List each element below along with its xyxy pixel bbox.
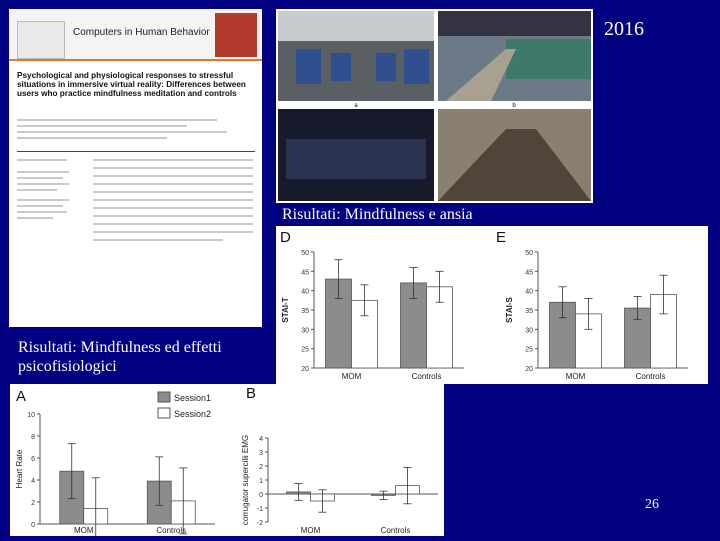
y-tick-label: 0 bbox=[259, 492, 263, 499]
text-line bbox=[17, 137, 167, 139]
y-tick-label: 25 bbox=[525, 346, 533, 354]
text-line bbox=[93, 183, 253, 185]
text-line bbox=[17, 177, 63, 179]
photo-label-b: b bbox=[512, 103, 516, 109]
panel-label: B bbox=[246, 385, 257, 402]
journal-name: Computers in Human Behavior bbox=[73, 27, 210, 38]
y-tick-label: 45 bbox=[525, 269, 533, 277]
text-line bbox=[17, 171, 69, 173]
text-line bbox=[17, 131, 227, 133]
y-axis-label: corrugator supercilii EMG bbox=[241, 434, 250, 526]
x-category-label: Controls bbox=[411, 372, 442, 381]
anxiety-charts-svg bbox=[276, 226, 708, 384]
paper-title: Psychological and physiological responses to stressful situations in immersive virtual reality: Differences between users who practice mindfulness meditation and controls bbox=[17, 71, 246, 98]
y-tick-label: 40 bbox=[301, 288, 309, 296]
y-tick-label: 4 bbox=[31, 478, 35, 485]
text-line bbox=[93, 191, 253, 193]
y-axis-label: STAI-T bbox=[281, 297, 290, 323]
y-tick-label: 10 bbox=[27, 412, 35, 419]
x-category-label: Controls bbox=[156, 526, 187, 535]
y-tick-label: 0 bbox=[31, 522, 35, 529]
y-tick-label: 6 bbox=[31, 456, 35, 463]
text-line bbox=[93, 199, 253, 201]
physiology-charts-svg bbox=[10, 384, 444, 536]
y-tick-label: 2 bbox=[31, 500, 35, 507]
legend-label-session2: Session2 bbox=[174, 409, 212, 419]
text-line bbox=[17, 217, 53, 219]
x-category-label: MOM bbox=[73, 526, 94, 535]
text-line bbox=[17, 159, 67, 161]
text-line bbox=[17, 211, 67, 213]
vr-scenes-illustration bbox=[276, 9, 593, 203]
y-axis-label: Heart Rate bbox=[15, 449, 24, 489]
y-tick-label: 20 bbox=[301, 366, 309, 373]
y-tick-label: 35 bbox=[525, 308, 533, 315]
y-tick-label: 2 bbox=[259, 464, 263, 471]
x-category-label: MOM bbox=[341, 372, 362, 381]
physiology-charts bbox=[10, 384, 444, 536]
y-tick-label: 1 bbox=[259, 478, 263, 485]
paper-header bbox=[9, 9, 262, 61]
publisher-logo bbox=[17, 21, 65, 59]
legend-swatch-session2 bbox=[158, 408, 170, 418]
legend-label-session1: Session1 bbox=[174, 393, 212, 403]
page-number: 26 bbox=[645, 497, 659, 512]
legend-swatch-session1 bbox=[158, 392, 170, 402]
y-tick-label: 35 bbox=[301, 308, 309, 315]
x-category-label: MOM bbox=[300, 526, 321, 535]
text-line bbox=[17, 119, 217, 121]
y-tick-label: -2 bbox=[256, 520, 263, 527]
y-tick-label: 50 bbox=[525, 250, 533, 257]
y-tick-label: 25 bbox=[301, 346, 309, 354]
y-axis-label: STAI-S bbox=[505, 297, 514, 323]
text-line bbox=[93, 215, 253, 217]
y-tick-label: 30 bbox=[301, 327, 309, 335]
y-tick-label: -1 bbox=[256, 506, 263, 513]
x-category-label: Controls bbox=[380, 526, 411, 535]
text-line bbox=[93, 159, 253, 161]
text-line bbox=[93, 167, 253, 169]
divider bbox=[17, 151, 255, 152]
y-tick-label: 40 bbox=[525, 288, 533, 296]
y-tick-label: 50 bbox=[301, 250, 309, 257]
photo-label-a: a bbox=[354, 103, 358, 109]
panel-label: A bbox=[16, 388, 27, 405]
year-label: 2016 bbox=[604, 18, 644, 40]
text-line bbox=[17, 125, 187, 127]
panel-label: D bbox=[280, 229, 291, 246]
panel-label: E bbox=[496, 229, 507, 246]
title-mindfulness-physiology: Risultati: Mindfulness ed effetti psicofisiologici bbox=[18, 339, 222, 375]
y-tick-label: 45 bbox=[301, 269, 309, 277]
text-line bbox=[93, 223, 253, 225]
text-line bbox=[93, 207, 253, 209]
text-line bbox=[17, 199, 69, 201]
y-tick-label: 4 bbox=[259, 436, 263, 443]
text-line bbox=[17, 189, 57, 191]
text-line bbox=[93, 231, 253, 233]
y-tick-label: 20 bbox=[525, 366, 533, 373]
title-mindfulness-anxiety: Risultati: Mindfulness e ansia bbox=[282, 206, 473, 223]
x-category-label: MOM bbox=[565, 372, 586, 381]
text-line bbox=[93, 239, 223, 241]
y-tick-label: 8 bbox=[31, 434, 35, 441]
anxiety-charts bbox=[276, 226, 708, 384]
vr-scenes-photo bbox=[276, 9, 593, 203]
y-tick-label: 30 bbox=[525, 327, 533, 335]
x-category-label: Controls bbox=[635, 372, 666, 381]
paper-thumbnail bbox=[9, 9, 262, 327]
text-line bbox=[17, 205, 63, 207]
y-tick-label: 3 bbox=[259, 450, 263, 457]
text-line bbox=[93, 175, 253, 177]
text-line bbox=[17, 183, 69, 185]
journal-cover bbox=[215, 13, 257, 57]
